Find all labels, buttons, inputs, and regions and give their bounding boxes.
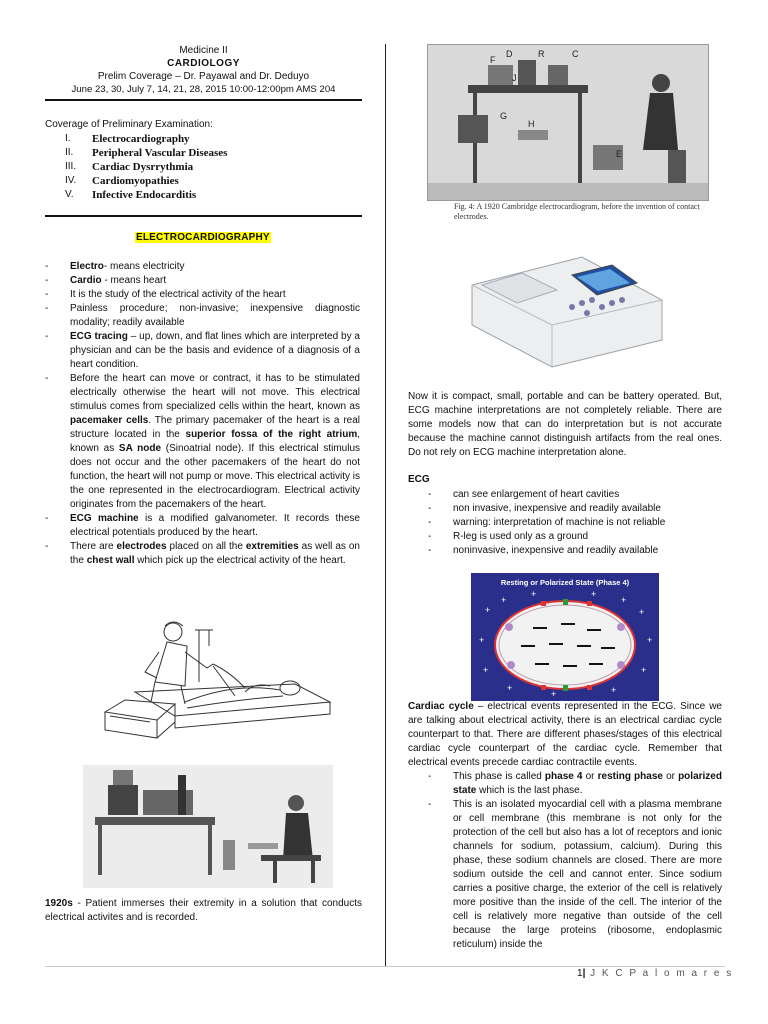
photo-letter: F — [490, 55, 496, 65]
list-item: - can see enlargement of heart cavities — [453, 488, 723, 502]
1920s-ecg-photo — [83, 765, 333, 888]
ecg-heading: ECG — [408, 474, 430, 485]
cardiac-cycle-bullet-list — [453, 770, 722, 952]
photo-letter: J — [512, 73, 517, 83]
list-item: - ECG machine is a modified galvanometer. It records these electrical potentials produced by the heart. — [70, 512, 360, 540]
svg-text:+: + — [551, 689, 557, 699]
ecg-procedure-illustration — [95, 612, 337, 752]
list-item: - Cardio - means heart — [70, 274, 360, 288]
coverage-item: I. Electrocardiography — [65, 133, 190, 145]
svg-text:+: + — [507, 683, 513, 693]
list-item: - Painless procedure; non-invasive; inexpensive diagnostic modality; readily available — [70, 302, 360, 330]
coverage-title: Coverage of Preliminary Examination: — [45, 119, 213, 130]
svg-text:+: + — [485, 605, 491, 615]
svg-text:+: + — [647, 635, 653, 645]
polarized-state-diagram — [471, 573, 659, 701]
coverage-item: II. Peripheral Vascular Diseases — [65, 147, 228, 159]
modern-ecg-machine-image — [462, 245, 672, 370]
list-item: - noninvasive, inexpensive and readily available — [453, 544, 723, 558]
footer-author: J K C P a l o m a r e s — [590, 968, 734, 979]
list-item: - It is the study of the electrical activity of the heart — [70, 288, 360, 302]
footer-separator: | — [582, 968, 586, 979]
list-item: - non invasive, inexpensive and readily available — [453, 502, 723, 516]
coverage-item: IV. Cardiomyopathies — [65, 175, 179, 187]
list-item: - Electro- means electricity — [70, 260, 360, 274]
column-divider — [385, 44, 386, 966]
coverage-item: III. Cardiac Dysrrythmia — [65, 161, 194, 173]
list-item: - ECG tracing – up, down, and flat lines which are interpreted by a physician and can be the basis and evidence of a diagnosis of a heart condition. — [70, 330, 360, 372]
photo-letter: C — [572, 49, 579, 59]
list-item: - R-leg is used only as a ground — [453, 530, 723, 544]
footer-divider — [45, 966, 725, 967]
machine-paragraph: Now it is compact, small, portable and can be battery operated. But, ECG machine interpretations are not completely reliable. There are some models now that can do interpretation but is not accurate because the machine cannot distinguish artifacts from the real ones. Do not rely on ECG machine interpretation alone. — [408, 391, 722, 458]
svg-text:+: + — [621, 595, 627, 605]
cardiac-cycle-paragraph: Cardiac cycle – electrical events represented in the ECG. Since we are talking about electrical activity, there is an electrical cardiac cycle counterpart to that. There are different phases/stages of this electrical cardiac cycle counterpart of the cardiac cycle. Remember that electrical events precede cardiac contractile events. — [408, 701, 722, 768]
photo-letter: R — [538, 49, 545, 59]
svg-text:+: + — [591, 589, 597, 599]
list-item: - warning: interpretation of machine is not reliable — [453, 516, 723, 530]
svg-text:+: + — [479, 635, 485, 645]
photo-letter: G — [500, 111, 508, 121]
header-coverage: Prelim Coverage – Dr. Payawal and Dr. Deduyo — [97, 71, 310, 82]
svg-text:+: + — [641, 665, 647, 675]
svg-text:+: + — [501, 595, 507, 605]
svg-text:+: + — [611, 685, 617, 695]
electro-bullet-list — [70, 260, 360, 568]
header-subject: CARDIOLOGY — [167, 58, 240, 69]
coverage-divider — [45, 215, 362, 217]
header-course: Medicine II — [179, 45, 228, 56]
list-item: - There are electrodes placed on all the extremities as well as on the chest wall which pick up the electrical activity of the heart. — [70, 540, 360, 568]
svg-text:+: + — [639, 607, 645, 617]
coverage-block — [45, 118, 362, 202]
photo-letter: H — [528, 119, 535, 129]
page-footer — [577, 968, 733, 979]
cambridge-ecg-photo — [427, 44, 709, 201]
coverage-item: V. Infective Endocarditis — [65, 189, 197, 201]
page-number: 1 — [577, 968, 583, 979]
photo-letter: D — [506, 49, 513, 59]
list-item: - This phase is called phase 4 or resting phase or polarized state which is the last phase. — [453, 770, 722, 798]
svg-text:+: + — [531, 589, 537, 599]
diagram-title: Resting or Polarized State (Phase 4) — [500, 578, 630, 587]
list-item: - Before the heart can move or contract, it has to be stimulated electrically otherwise the heart will not move. This electrical stimulus comes from specialized cells within the heart, known as pacemaker cells. The primary pacemaker of the heart is a real structure located in the superior fossa of the right atrium, known as SA node (Sinoatrial node). If this electrical stimulus does not occur and the other pacemakers of the heart do not function, the heart will not pump or move. This electrical activity is the one represented in the electrocardiogram. Electrical activity originates from the pacemakers of the heart. — [70, 372, 360, 512]
photo-letter: E — [616, 149, 623, 159]
fig4-caption: Fig. 4: A 1920 Cambridge electrocardiogram, before the invention of contact electrodes. — [454, 202, 700, 221]
svg-text:+: + — [483, 665, 489, 675]
1920s-caption: 1920s - Patient immerses their extremity in a solution that conducts electrical activites and is recorded. — [45, 898, 362, 923]
section-title: ELECTROCARDIOGRAPHY — [136, 232, 270, 243]
list-item: - This is an isolated myocardial cell with a plasma membrane or cell membrane (this membrane is not only for the protection of the cell but also has a lot of receptors and ionic channels for sodium, potassium, calcium). During this phase, these sodium channels are closed. There are more sodium outside the cell and cannot enter. Since sodium carries a positive charge, the exterior of the cell is relatively more positive than the inside of the cell. The interior of the cell is relatively more negative than outside of the cell because the large proteins (ribosome, endoplasmic reticulum) inside the — [453, 798, 722, 952]
ecg-bullet-list — [453, 488, 723, 558]
header-divider — [45, 99, 362, 101]
header-schedule: June 23, 30, July 7, 14, 21, 28, 2015 10:00-12:00pm AMS 204 — [71, 84, 336, 95]
